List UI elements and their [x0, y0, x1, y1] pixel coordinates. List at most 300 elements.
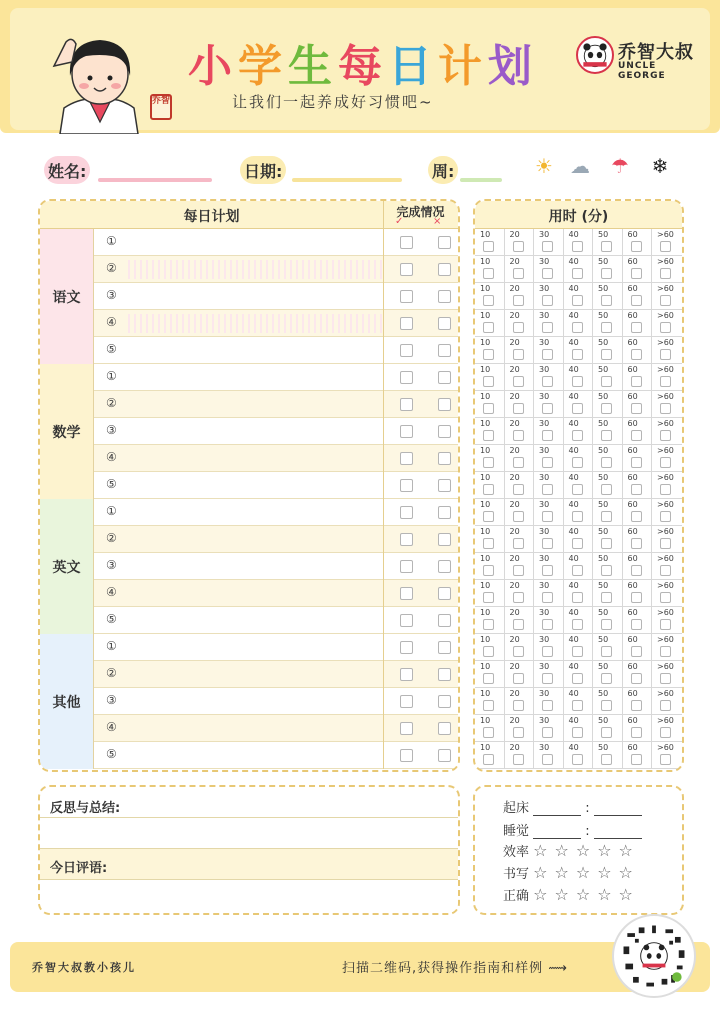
time-checkbox[interactable] — [631, 349, 642, 360]
time-checkbox[interactable] — [660, 403, 671, 414]
time-row — [475, 580, 682, 607]
time-checkbox[interactable] — [513, 700, 524, 711]
name-label: 姓名: — [44, 156, 90, 184]
not-done-checkbox[interactable] — [438, 668, 451, 681]
minutes-label: 10 — [480, 743, 491, 752]
done-checkbox[interactable] — [400, 398, 413, 411]
time-checkbox[interactable] — [513, 403, 524, 414]
time-checkbox[interactable] — [660, 295, 671, 306]
time-checkbox[interactable] — [513, 754, 524, 765]
minutes-label: 20 — [509, 635, 520, 644]
plan-item-field[interactable] — [128, 503, 382, 522]
time-checkbox[interactable] — [542, 673, 553, 684]
done-checkbox[interactable] — [400, 587, 413, 600]
time-cell — [652, 229, 682, 256]
time-checkbox[interactable] — [631, 754, 642, 765]
qr-code[interactable] — [612, 914, 696, 998]
time-checkbox[interactable] — [513, 592, 524, 603]
time-checkbox[interactable] — [660, 376, 671, 387]
time-checkbox[interactable] — [483, 457, 494, 468]
writing-stars[interactable]: ☆☆☆☆☆ — [533, 863, 640, 882]
time-cell — [534, 283, 564, 310]
time-cell — [564, 499, 594, 526]
minutes-label: 40 — [568, 419, 579, 428]
time-row — [475, 526, 682, 553]
time-cell — [623, 688, 653, 715]
time-checkbox[interactable] — [572, 322, 583, 333]
comment-field[interactable] — [40, 880, 458, 912]
time-checkbox[interactable] — [631, 565, 642, 576]
plan-item-field[interactable] — [128, 719, 382, 738]
time-checkbox[interactable] — [601, 619, 612, 630]
time-checkbox[interactable] — [483, 430, 494, 441]
plan-item-field[interactable] — [128, 476, 382, 495]
minutes-label: 30 — [539, 743, 550, 752]
time-checkbox[interactable] — [660, 619, 671, 630]
time-checkbox[interactable] — [572, 349, 583, 360]
rain-icon[interactable]: ☂ — [611, 154, 629, 178]
done-checkbox[interactable] — [400, 344, 413, 357]
time-checkbox[interactable] — [631, 295, 642, 306]
time-checkbox[interactable] — [572, 241, 583, 252]
minutes-label: 50 — [598, 689, 609, 698]
not-done-checkbox[interactable] — [438, 479, 451, 492]
time-checkbox[interactable] — [542, 754, 553, 765]
date-field[interactable] — [292, 178, 402, 182]
time-checkbox[interactable] — [660, 700, 671, 711]
time-checkbox[interactable] — [483, 295, 494, 306]
time-cell — [623, 337, 653, 364]
time-cell — [475, 472, 505, 499]
time-checkbox[interactable] — [601, 646, 612, 657]
plan-item-field[interactable] — [128, 530, 382, 549]
minutes-label: 60 — [627, 527, 638, 536]
time-row — [475, 445, 682, 472]
time-checkbox[interactable] — [542, 646, 553, 657]
time-checkbox[interactable] — [601, 565, 612, 576]
time-checkbox[interactable] — [660, 754, 671, 765]
done-checkbox[interactable] — [400, 641, 413, 654]
time-checkbox[interactable] — [542, 538, 553, 549]
time-checkbox[interactable] — [631, 646, 642, 657]
minutes-label: 40 — [568, 527, 579, 536]
not-done-checkbox[interactable] — [438, 263, 451, 276]
time-checkbox[interactable] — [542, 592, 553, 603]
time-checkbox[interactable] — [542, 619, 553, 630]
time-checkbox[interactable] — [483, 727, 494, 738]
time-checkbox[interactable] — [631, 376, 642, 387]
not-done-checkbox[interactable] — [438, 533, 451, 546]
time-checkbox[interactable] — [572, 295, 583, 306]
not-done-checkbox[interactable] — [438, 290, 451, 303]
time-cell — [623, 661, 653, 688]
snow-icon[interactable]: ❄ — [651, 154, 669, 178]
time-checkbox[interactable] — [631, 700, 642, 711]
reflection-panel — [38, 785, 460, 915]
time-checkbox[interactable] — [572, 592, 583, 603]
time-checkbox[interactable] — [572, 700, 583, 711]
plan-item-field[interactable] — [128, 584, 382, 603]
plan-item-field[interactable] — [128, 314, 382, 333]
time-checkbox[interactable] — [483, 592, 494, 603]
time-checkbox[interactable] — [601, 754, 612, 765]
time-checkbox[interactable] — [631, 592, 642, 603]
time-checkbox[interactable] — [601, 484, 612, 495]
time-checkbox[interactable] — [660, 673, 671, 684]
time-checkbox[interactable] — [631, 403, 642, 414]
done-checkbox[interactable] — [400, 263, 413, 276]
time-cell — [652, 283, 682, 310]
time-checkbox[interactable] — [631, 430, 642, 441]
time-checkbox[interactable] — [631, 268, 642, 279]
minutes-label: 60 — [627, 365, 638, 374]
time-checkbox[interactable] — [513, 673, 524, 684]
time-checkbox[interactable] — [660, 538, 671, 549]
done-checkbox[interactable] — [400, 614, 413, 627]
not-done-checkbox[interactable] — [438, 371, 451, 384]
minutes-label: 30 — [539, 446, 550, 455]
minutes-label: 50 — [598, 230, 609, 239]
time-checkbox[interactable] — [483, 349, 494, 360]
plan-item-field[interactable] — [128, 395, 382, 414]
time-checkbox[interactable] — [483, 673, 494, 684]
time-cell — [564, 553, 594, 580]
time-checkbox[interactable] — [572, 430, 583, 441]
time-row — [475, 229, 682, 256]
time-checkbox[interactable] — [631, 619, 642, 630]
time-cell — [534, 364, 564, 391]
time-checkbox[interactable] — [483, 376, 494, 387]
time-cell — [593, 715, 623, 742]
done-checkbox[interactable] — [400, 722, 413, 735]
time-checkbox[interactable] — [542, 727, 553, 738]
time-cell — [505, 688, 535, 715]
time-checkbox[interactable] — [513, 376, 524, 387]
time-checkbox[interactable] — [631, 484, 642, 495]
minutes-label: 50 — [598, 716, 609, 725]
efficiency-stars[interactable]: ☆☆☆☆☆ — [533, 841, 640, 860]
item-number: ③ — [106, 423, 117, 437]
done-checkbox[interactable] — [400, 749, 413, 762]
time-cell — [623, 472, 653, 499]
time-checkbox[interactable] — [542, 241, 553, 252]
time-checkbox[interactable] — [483, 754, 494, 765]
time-cell — [623, 553, 653, 580]
time-row — [475, 418, 682, 445]
minutes-label: 60 — [627, 635, 638, 644]
done-checkbox[interactable] — [400, 290, 413, 303]
plan-item-field[interactable] — [128, 557, 382, 576]
time-checkbox[interactable] — [513, 511, 524, 522]
time-checkbox[interactable] — [601, 322, 612, 333]
plan-column-header: 每日计划 — [183, 209, 240, 225]
time-checkbox[interactable] — [542, 457, 553, 468]
time-checkbox[interactable] — [483, 565, 494, 576]
done-checkbox[interactable] — [400, 452, 413, 465]
time-checkbox[interactable] — [660, 241, 671, 252]
time-cell — [593, 391, 623, 418]
time-checkbox[interactable] — [542, 322, 553, 333]
minutes-label: >60 — [657, 419, 674, 428]
time-cell — [505, 418, 535, 445]
time-checkbox[interactable] — [660, 268, 671, 279]
time-checkbox[interactable] — [572, 484, 583, 495]
minutes-label: 60 — [627, 338, 638, 347]
item-number: ② — [106, 666, 117, 680]
sleep-minute-field[interactable] — [594, 826, 642, 839]
time-checkbox[interactable] — [601, 538, 612, 549]
time-checkbox[interactable] — [572, 646, 583, 657]
time-checkbox[interactable] — [513, 484, 524, 495]
done-checkbox[interactable] — [400, 371, 413, 384]
done-checkbox[interactable] — [400, 668, 413, 681]
time-cell — [593, 445, 623, 472]
minutes-label: 40 — [568, 716, 579, 725]
time-checkbox[interactable] — [542, 484, 553, 495]
time-checkbox[interactable] — [513, 268, 524, 279]
minutes-label: 50 — [598, 284, 609, 293]
not-done-checkbox[interactable] — [438, 695, 451, 708]
minutes-label: 20 — [509, 311, 520, 320]
time-checkbox[interactable] — [513, 430, 524, 441]
item-number: ② — [106, 396, 117, 410]
time-checkbox[interactable] — [660, 457, 671, 468]
plan-item-field[interactable] — [128, 341, 382, 360]
time-checkbox[interactable] — [483, 268, 494, 279]
time-checkbox[interactable] — [572, 754, 583, 765]
time-cell — [475, 310, 505, 337]
time-checkbox[interactable] — [660, 322, 671, 333]
time-cell — [652, 310, 682, 337]
not-done-checkbox[interactable] — [438, 560, 451, 573]
time-cell — [652, 445, 682, 472]
time-checkbox[interactable] — [542, 430, 553, 441]
time-cell — [623, 526, 653, 553]
not-done-checkbox[interactable] — [438, 236, 451, 249]
sleep-hour-field[interactable] — [533, 826, 581, 839]
plan-item-field[interactable] — [128, 287, 382, 306]
not-done-checkbox[interactable] — [438, 749, 451, 762]
minutes-label: 30 — [539, 500, 550, 509]
time-checkbox[interactable] — [601, 349, 612, 360]
time-checkbox[interactable] — [572, 565, 583, 576]
time-checkbox[interactable] — [601, 430, 612, 441]
done-checkbox[interactable] — [400, 533, 413, 546]
plan-item-field[interactable] — [128, 692, 382, 711]
time-checkbox[interactable] — [660, 349, 671, 360]
plan-item-field[interactable] — [128, 611, 382, 630]
time-checkbox[interactable] — [542, 700, 553, 711]
time-checkbox[interactable] — [513, 322, 524, 333]
time-checkbox[interactable] — [631, 457, 642, 468]
done-checkbox[interactable] — [400, 695, 413, 708]
time-checkbox[interactable] — [542, 268, 553, 279]
time-checkbox[interactable] — [601, 241, 612, 252]
time-checkbox[interactable] — [483, 538, 494, 549]
done-checkbox[interactable] — [400, 236, 413, 249]
time-cell — [623, 256, 653, 283]
time-cell — [475, 391, 505, 418]
minutes-label: 30 — [539, 554, 550, 563]
time-checkbox[interactable] — [483, 700, 494, 711]
time-checkbox[interactable] — [631, 727, 642, 738]
time-checkbox[interactable] — [483, 241, 494, 252]
time-checkbox[interactable] — [572, 376, 583, 387]
time-checkbox[interactable] — [513, 619, 524, 630]
time-checkbox[interactable] — [572, 727, 583, 738]
time-checkbox[interactable] — [513, 646, 524, 657]
time-row — [475, 661, 682, 688]
time-checkbox[interactable] — [572, 403, 583, 414]
time-checkbox[interactable] — [660, 727, 671, 738]
time-checkbox[interactable] — [572, 511, 583, 522]
time-checkbox[interactable] — [601, 511, 612, 522]
time-checkbox[interactable] — [601, 403, 612, 414]
time-checkbox[interactable] — [513, 727, 524, 738]
time-checkbox[interactable] — [601, 673, 612, 684]
daily-stats-panel — [473, 785, 684, 915]
minutes-label: 60 — [627, 392, 638, 401]
time-checkbox[interactable] — [601, 700, 612, 711]
time-checkbox[interactable] — [660, 592, 671, 603]
done-checkbox[interactable] — [400, 479, 413, 492]
time-checkbox[interactable] — [572, 673, 583, 684]
plan-item-field[interactable] — [128, 665, 382, 684]
time-checkbox[interactable] — [631, 538, 642, 549]
time-checkbox[interactable] — [483, 484, 494, 495]
minutes-label: 20 — [509, 716, 520, 725]
accuracy-stars[interactable]: ☆☆☆☆☆ — [533, 885, 640, 904]
item-number: ① — [106, 639, 117, 653]
time-checkbox[interactable] — [513, 565, 524, 576]
time-cell — [623, 310, 653, 337]
time-checkbox[interactable] — [601, 457, 612, 468]
time-checkbox[interactable] — [513, 295, 524, 306]
not-done-checkbox[interactable] — [438, 344, 451, 357]
not-done-checkbox[interactable] — [438, 452, 451, 465]
not-done-checkbox[interactable] — [438, 614, 451, 627]
time-checkbox[interactable] — [513, 538, 524, 549]
time-checkbox[interactable] — [660, 511, 671, 522]
time-checkbox[interactable] — [660, 430, 671, 441]
name-field[interactable] — [98, 178, 212, 182]
time-checkbox[interactable] — [542, 403, 553, 414]
plan-item-field[interactable] — [128, 638, 382, 657]
time-checkbox[interactable] — [601, 376, 612, 387]
week-field[interactable] — [460, 178, 502, 182]
not-done-checkbox[interactable] — [438, 425, 451, 438]
not-done-checkbox[interactable] — [438, 398, 451, 411]
time-checkbox[interactable] — [572, 457, 583, 468]
plan-item-field[interactable] — [128, 233, 382, 252]
plan-row — [94, 256, 458, 283]
time-cell — [505, 229, 535, 256]
time-checkbox[interactable] — [631, 322, 642, 333]
time-cell — [593, 472, 623, 499]
minutes-label: 10 — [480, 500, 491, 509]
time-checkbox[interactable] — [542, 565, 553, 576]
time-checkbox[interactable] — [483, 322, 494, 333]
done-checkbox[interactable] — [400, 317, 413, 330]
wake-minute-field[interactable] — [594, 803, 642, 816]
time-checkbox[interactable] — [631, 673, 642, 684]
not-done-checkbox[interactable] — [438, 317, 451, 330]
time-checkbox[interactable] — [601, 295, 612, 306]
time-checkbox[interactable] — [483, 403, 494, 414]
time-checkbox[interactable] — [542, 376, 553, 387]
not-done-checkbox[interactable] — [438, 722, 451, 735]
cloud-icon[interactable]: ☁ — [570, 154, 590, 178]
plan-row — [94, 391, 458, 418]
plan-item-field[interactable] — [128, 746, 382, 765]
time-checkbox[interactable] — [542, 511, 553, 522]
time-cell — [623, 283, 653, 310]
time-checkbox[interactable] — [660, 565, 671, 576]
minutes-label: 10 — [480, 473, 491, 482]
time-checkbox[interactable] — [631, 241, 642, 252]
wake-hour-field[interactable] — [533, 803, 581, 816]
subject-label: 其他 — [40, 634, 94, 769]
minutes-label: 50 — [598, 446, 609, 455]
time-cell — [593, 607, 623, 634]
time-checkbox[interactable] — [513, 241, 524, 252]
minutes-label: 40 — [568, 581, 579, 590]
time-checkbox[interactable] — [542, 295, 553, 306]
plan-item-field[interactable] — [128, 260, 382, 279]
minutes-label: 30 — [539, 257, 550, 266]
minutes-label: >60 — [657, 581, 674, 590]
time-checkbox[interactable] — [660, 484, 671, 495]
time-checkbox[interactable] — [660, 646, 671, 657]
time-cell — [534, 310, 564, 337]
sun-icon[interactable]: ☀ — [535, 154, 553, 178]
plan-item-field[interactable] — [128, 368, 382, 387]
plan-item-field[interactable] — [128, 449, 382, 468]
time-checkbox[interactable] — [601, 727, 612, 738]
time-checkbox[interactable] — [483, 646, 494, 657]
done-checkbox[interactable] — [400, 560, 413, 573]
time-checkbox[interactable] — [572, 619, 583, 630]
minutes-label: 60 — [627, 743, 638, 752]
minutes-label: >60 — [657, 392, 674, 401]
plan-row — [94, 229, 458, 256]
not-done-checkbox[interactable] — [438, 641, 451, 654]
minutes-label: 20 — [509, 581, 520, 590]
not-done-checkbox[interactable] — [438, 506, 451, 519]
time-checkbox[interactable] — [601, 592, 612, 603]
done-checkbox[interactable] — [400, 506, 413, 519]
time-checkbox[interactable] — [572, 268, 583, 279]
time-checkbox[interactable] — [631, 511, 642, 522]
minutes-label: 30 — [539, 635, 550, 644]
time-cell — [623, 391, 653, 418]
summary-field[interactable] — [40, 818, 458, 848]
plan-item-field[interactable] — [128, 422, 382, 441]
done-checkbox[interactable] — [400, 425, 413, 438]
time-checkbox[interactable] — [572, 538, 583, 549]
time-checkbox[interactable] — [483, 619, 494, 630]
time-checkbox[interactable] — [513, 457, 524, 468]
time-checkbox[interactable] — [483, 511, 494, 522]
time-checkbox[interactable] — [542, 349, 553, 360]
minutes-label: 50 — [598, 392, 609, 401]
time-checkbox[interactable] — [513, 349, 524, 360]
time-cell — [564, 715, 594, 742]
time-checkbox[interactable] — [601, 268, 612, 279]
not-done-checkbox[interactable] — [438, 587, 451, 600]
minutes-label: 10 — [480, 311, 491, 320]
minutes-label: 50 — [598, 662, 609, 671]
